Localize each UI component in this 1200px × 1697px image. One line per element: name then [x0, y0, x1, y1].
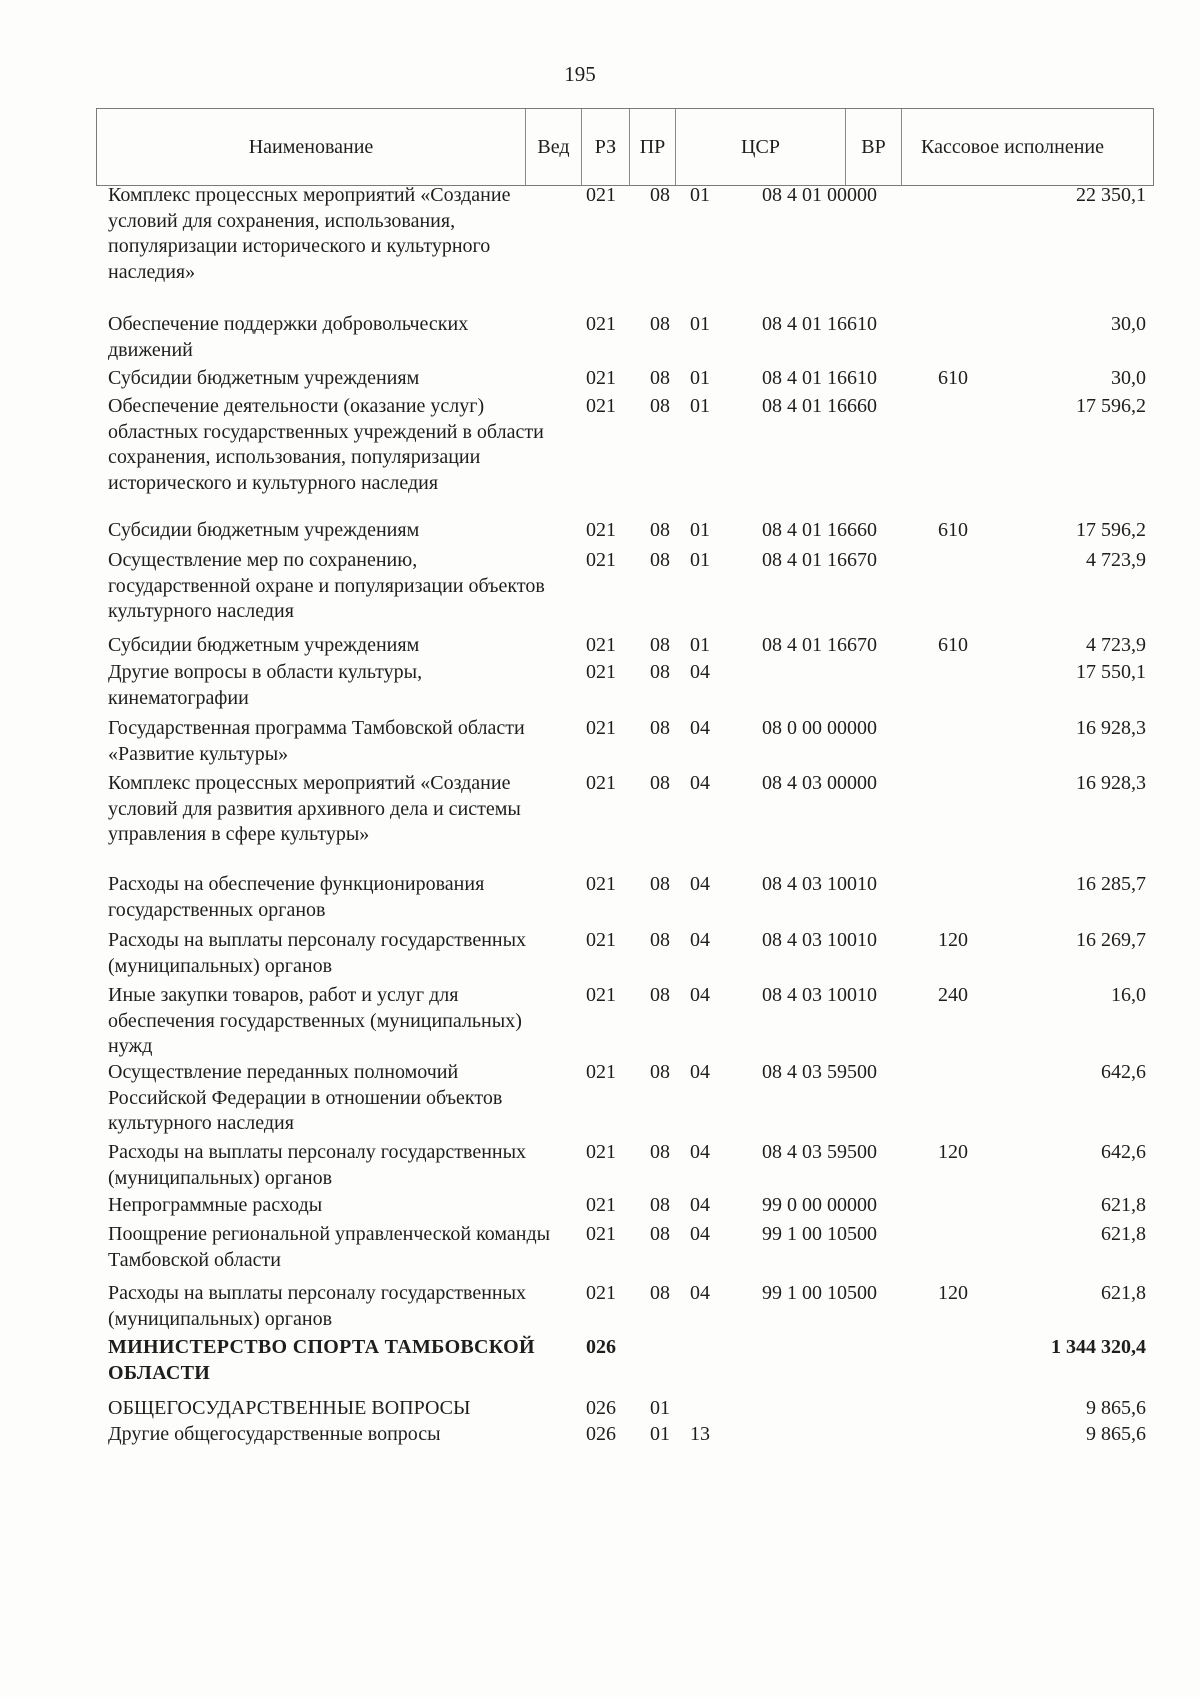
row-pr: 04	[690, 1282, 710, 1304]
row-vr: 610	[938, 519, 968, 541]
row-ved: 021	[586, 873, 616, 895]
row-amount: 1 344 320,4	[1051, 1336, 1146, 1358]
row-name: МИНИСТЕРСТВО СПОРТА ТАМБОВСКОЙ ОБЛАСТИ	[108, 1336, 535, 1384]
row-amount: 621,8	[1101, 1223, 1146, 1245]
row-name: Расходы на выплаты персоналу государственных (муниципальных) органов	[108, 929, 527, 977]
row-amount: 22 350,1	[1076, 184, 1146, 206]
row-ved: 021	[586, 1141, 616, 1163]
row-ved: 021	[586, 717, 616, 739]
row-ved: 021	[586, 184, 616, 206]
page-number: 195	[564, 62, 596, 86]
row-rz: 08	[650, 929, 670, 951]
row-ved: 021	[586, 1223, 616, 1245]
row-ved: 021	[586, 661, 616, 683]
row-csr: 08 4 01 16670	[762, 549, 877, 571]
row-amount: 642,6	[1101, 1141, 1146, 1163]
row-name: Комплекс процессных мероприятий «Создание условий для сохранения, использования, популяризации исторического и культурного наследия»	[108, 184, 511, 283]
row-name: Расходы на выплаты персоналу государственных (муниципальных) органов	[108, 1141, 527, 1189]
row-pr: 01	[690, 395, 710, 417]
row-pr: 01	[690, 634, 710, 656]
row-ved: 021	[586, 549, 616, 571]
row-amount: 16,0	[1111, 984, 1146, 1006]
row-rz: 08	[650, 549, 670, 571]
row-rz: 08	[650, 367, 670, 389]
row-amount: 16 928,3	[1076, 717, 1146, 739]
row-csr: 08 0 00 00000	[762, 717, 877, 739]
row-vr: 240	[938, 984, 968, 1006]
header-vr: ВР	[845, 109, 901, 185]
row-name: Иные закупки товаров, работ и услуг для обеспечения государственных (муниципальных) нужд	[108, 984, 522, 1057]
row-name: Субсидии бюджетным учреждениям	[108, 634, 420, 656]
row-amount: 17 550,1	[1076, 661, 1146, 683]
row-name: Непрограммные расходы	[108, 1194, 323, 1216]
row-pr: 04	[690, 717, 710, 739]
row-amount: 30,0	[1111, 313, 1146, 335]
row-pr: 04	[690, 1223, 710, 1245]
row-rz: 08	[650, 1061, 670, 1083]
row-amount: 16 928,3	[1076, 772, 1146, 794]
row-rz: 01	[650, 1423, 670, 1445]
row-vr: 120	[938, 1141, 968, 1163]
row-rz: 08	[650, 661, 670, 683]
row-amount: 642,6	[1101, 1061, 1146, 1083]
row-ved: 021	[586, 519, 616, 541]
row-name: Обеспечение поддержки добровольческих движений	[108, 313, 469, 361]
row-pr: 04	[690, 1194, 710, 1216]
row-name: Поощрение региональной управленческой команды Тамбовской области	[108, 1223, 551, 1271]
row-ved: 021	[586, 367, 616, 389]
row-pr: 04	[690, 984, 710, 1006]
row-pr: 04	[690, 873, 710, 895]
row-rz: 08	[650, 873, 670, 895]
row-csr: 08 4 03 00000	[762, 772, 877, 794]
row-rz: 08	[650, 1282, 670, 1304]
header-pr: ПР	[629, 109, 675, 185]
row-pr: 04	[690, 1061, 710, 1083]
row-rz: 08	[650, 519, 670, 541]
row-name: Осуществление переданных полномочий Российской Федерации в отношении объектов культурного наследия	[108, 1061, 503, 1134]
row-ved: 026	[586, 1397, 616, 1419]
row-amount: 621,8	[1101, 1282, 1146, 1304]
row-name: Расходы на обеспечение функционирования государственных органов	[108, 873, 485, 921]
row-name: Субсидии бюджетным учреждениям	[108, 519, 420, 541]
row-ved: 021	[586, 1061, 616, 1083]
row-name: Другие вопросы в области культуры, кинематографии	[108, 661, 423, 709]
row-rz: 08	[650, 1141, 670, 1163]
row-name: Комплекс процессных мероприятий «Создание условий для развития архивного дела и системы управления в сфере культуры»	[108, 772, 521, 845]
row-pr: 01	[690, 367, 710, 389]
row-amount: 16 285,7	[1076, 873, 1146, 895]
row-csr: 08 4 01 16670	[762, 634, 877, 656]
row-vr: 610	[938, 634, 968, 656]
row-rz: 08	[650, 395, 670, 417]
row-rz: 08	[650, 717, 670, 739]
row-rz: 08	[650, 1223, 670, 1245]
row-ved: 026	[586, 1336, 616, 1358]
row-csr: 08 4 03 59500	[762, 1141, 877, 1163]
row-csr: 99 0 00 00000	[762, 1194, 877, 1216]
row-csr: 08 4 01 16660	[762, 395, 877, 417]
row-amount: 4 723,9	[1086, 634, 1146, 656]
row-csr: 08 4 01 16610	[762, 313, 877, 335]
row-amount: 621,8	[1101, 1194, 1146, 1216]
row-rz: 08	[650, 772, 670, 794]
header-name: Наименование	[248, 135, 374, 158]
row-csr: 08 4 01 16610	[762, 367, 877, 389]
row-csr: 99 1 00 10500	[762, 1282, 877, 1304]
row-ved: 021	[586, 313, 616, 335]
row-rz: 08	[650, 313, 670, 335]
row-csr: 08 4 01 16660	[762, 519, 877, 541]
row-rz: 08	[650, 184, 670, 206]
row-pr: 04	[690, 929, 710, 951]
row-vr: 610	[938, 367, 968, 389]
row-csr: 99 1 00 10500	[762, 1223, 877, 1245]
row-vr: 120	[938, 929, 968, 951]
row-name: Расходы на выплаты персоналу государственных (муниципальных) органов	[108, 1282, 527, 1330]
row-name: Другие общегосударственные вопросы	[108, 1423, 441, 1445]
row-rz: 08	[650, 634, 670, 656]
row-ved: 021	[586, 772, 616, 794]
row-amount: 17 596,2	[1076, 519, 1146, 541]
row-ved: 021	[586, 395, 616, 417]
row-ved: 026	[586, 1423, 616, 1445]
row-pr: 04	[690, 1141, 710, 1163]
row-pr: 01	[690, 519, 710, 541]
row-ved: 021	[586, 634, 616, 656]
row-name: Осуществление мер по сохранению, государственной охране и популяризации объектов культурного наследия	[108, 549, 545, 622]
row-csr: 08 4 03 10010	[762, 984, 877, 1006]
row-pr: 04	[690, 772, 710, 794]
row-ved: 021	[586, 984, 616, 1006]
row-vr: 120	[938, 1282, 968, 1304]
row-amount: 9 865,6	[1086, 1423, 1146, 1445]
row-amount: 9 865,6	[1086, 1397, 1146, 1419]
row-ved: 021	[586, 929, 616, 951]
row-amount: 30,0	[1111, 367, 1146, 389]
row-name: Субсидии бюджетным учреждениям	[108, 367, 420, 389]
row-rz: 08	[650, 1194, 670, 1216]
row-pr: 01	[690, 184, 710, 206]
row-csr: 08 4 03 59500	[762, 1061, 877, 1083]
row-pr: 13	[690, 1423, 710, 1445]
header-csr: ЦСР	[675, 109, 845, 185]
row-ved: 021	[586, 1282, 616, 1304]
row-pr: 01	[690, 549, 710, 571]
header-rz: РЗ	[581, 109, 629, 185]
row-amount: 4 723,9	[1086, 549, 1146, 571]
row-csr: 08 4 03 10010	[762, 929, 877, 951]
row-name: Обеспечение деятельности (оказание услуг) областных государственных учреждений в области сохранения, использования, популяризации исторического и культурного наследия	[108, 395, 544, 494]
header-amount: Кассовое исполнение	[901, 109, 1153, 185]
row-rz: 08	[650, 984, 670, 1006]
row-amount: 17 596,2	[1076, 395, 1146, 417]
row-rz: 01	[650, 1397, 670, 1419]
row-ved: 021	[586, 1194, 616, 1216]
row-name: ОБЩЕГОСУДАРСТВЕННЫЕ ВОПРОСЫ	[108, 1397, 471, 1419]
row-csr: 08 4 01 00000	[762, 184, 877, 206]
row-name: Государственная программа Тамбовской области «Развитие культуры»	[108, 717, 525, 765]
row-pr: 01	[690, 313, 710, 335]
row-csr: 08 4 03 10010	[762, 873, 877, 895]
row-pr: 04	[690, 661, 710, 683]
header-ved: Вед	[525, 109, 581, 185]
row-amount: 16 269,7	[1076, 929, 1146, 951]
